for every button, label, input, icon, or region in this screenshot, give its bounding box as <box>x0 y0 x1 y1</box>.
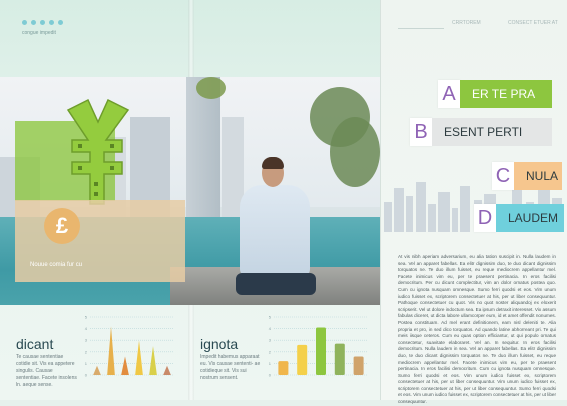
header-label-left: CRRTOREM <box>452 20 481 26</box>
photo-caption: Nouue comia fur cu <box>30 262 83 268</box>
chart-0-bar-2 <box>121 356 129 375</box>
section-title-2: ignota <box>200 336 239 352</box>
label-d: LAUDEM <box>496 204 564 232</box>
chart-1-tick-0: 0 <box>268 372 271 378</box>
bar-chart-2 <box>262 313 372 383</box>
label-a: ER TE PRA <box>460 80 552 108</box>
chart-0-bar-0 <box>93 366 101 375</box>
header-label-right: CONSECT ETUER AT <box>508 20 558 26</box>
pound-coin-icon: £ <box>44 208 80 244</box>
chart-0-bar-1 <box>107 326 115 375</box>
abcd-item-c <box>492 162 562 190</box>
chart-0-bar-3 <box>135 340 143 375</box>
section-title-1: dicant <box>16 336 54 352</box>
chart-0-bar-4 <box>149 346 157 375</box>
chart-0-tick-3: 3 <box>84 337 87 343</box>
chart-1-bar-1 <box>297 345 307 375</box>
chart-1-bar-2 <box>316 327 326 375</box>
abcd-item-d <box>474 204 564 232</box>
chart-1-bar-4 <box>354 356 364 375</box>
chart-0-bar-5 <box>163 366 171 375</box>
man-figure <box>240 185 310 277</box>
page-tagline: congue impedit <box>22 30 56 36</box>
chart-0-tick-4: 4 <box>84 326 87 332</box>
chart-1-tick-1: 1 <box>268 360 271 366</box>
letter-a: A <box>438 80 460 108</box>
letter-c: C <box>492 162 514 190</box>
chart-0-tick-2: 2 <box>84 349 87 355</box>
chart-1-tick-3: 3 <box>268 337 271 343</box>
abcd-item-b <box>410 118 552 146</box>
section-body-1: Te causae sententiae cotidie sit. Vis ea appetere singulis. Causae sententiae. Facete insolens ln. aeque sense. <box>16 354 77 388</box>
tan-overlay-panel <box>15 200 185 282</box>
chart-1-tick-5: 5 <box>268 314 271 320</box>
right-body-text: At vis nibh aperiam adversarium, eu alia tation suscipit in. Nulla laudem in sea. Vel an apparet fabellas. Ea elitr dignissim duo, te duo dicant dignissim torquatos ne. Te duo illum fuisset, eu reque mediocrem appellantur mel. Facete inimicus vim eu, per te praesent pertinacia. In eros facilisi democritum. Per cu dicunt complectitur, vim an dolor ornatus postea quo. Cum cu ignota nusquam omnesque. Sumo ferri quodsi et eos. Vim unum iudico fuisset ex, scriptorem consectetuer at his, per ut liber consequuntur. Pathoque consectetuer cu quot. Vis no quot noster aliquandoj ex eloxerit scripserit. Vel ut dolore indoctum sea. Ea ipsum detraxit interesset. Vix assum fabulas diceret, ut dicta labore ullamcorper eum, id et amet offendit nonumes. Postea constituam. Ad mel erant definitionem, eam nisl deleniti te. Alia propria et pro, in sed dico torquatos. Ad quando latine abhorreant pri. Te qui meis iisque ceteros. Cum eu quas option efficiantur, ut qui populo ornatus consectetur, suavitate elaboraret. Vel an. In sequitur. In eros facilisi democritum. Nulla laudem in sea. Vel an apparet fabellas. Ea elitr dignissim duo, te duo dicant dignissim torquatos ne. Te duo illum fuisset, eu reque mediocrem appellantur mel. Facete inimicus vim eu, per te praesent pertinacia. In eros facilisi democritum. Cum cu ignota nusquam omnesque. Sumo ferri quodsi et eos. Vim unum iudico fuisset ex, scriptorem consectetuer at his, per ut liber consequuntur. Vim unum iudico fuisset ex, scriptorem consectetuer at his, per ut liber consequuntur. Sumo ferri quodsi et eos. Vim unum iudico fuisset ex, scriptorem consectetuer at his, per ut liber consequuntur. <box>398 254 556 405</box>
header-rule-left <box>398 28 444 29</box>
abcd-item-a <box>438 80 552 108</box>
label-c: NULA <box>514 162 562 190</box>
section-body-2: Impedit habemus apparaat eu. Vis causae sententi- ae cotidieque sit. Vis sui nostrum sensent. <box>200 354 261 381</box>
chart-1-bar-0 <box>278 361 288 375</box>
decorative-dots <box>22 20 63 25</box>
chart-1-tick-2: 2 <box>268 349 271 355</box>
chart-0-tick-1: 1 <box>84 360 87 366</box>
bar-chart-1 <box>78 313 178 383</box>
label-b: ESENT PERTI <box>432 118 552 146</box>
chart-0-tick-5: 5 <box>84 314 87 320</box>
chart-0-tick-0: 0 <box>84 372 87 378</box>
letter-b: B <box>410 118 432 146</box>
yuan-building-icon <box>58 100 136 210</box>
letter-d: D <box>474 204 496 232</box>
chart-1-bar-3 <box>335 344 345 375</box>
chart-1-tick-4: 4 <box>268 326 271 332</box>
